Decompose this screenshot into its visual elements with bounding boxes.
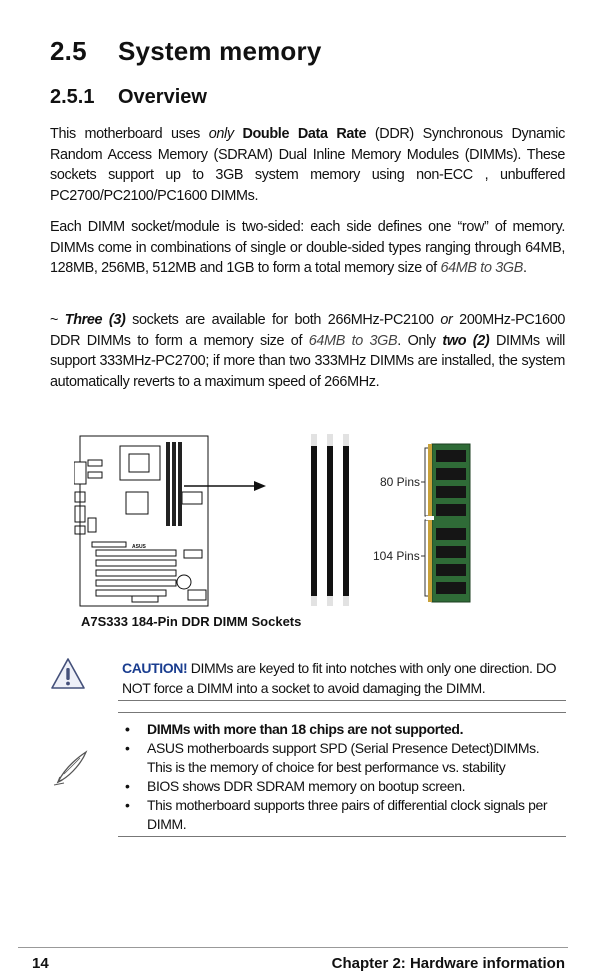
section-heading <box>50 36 321 67</box>
text-run-italic: or <box>440 312 453 328</box>
arrow-right-icon <box>184 481 266 491</box>
section-number: 2.5 <box>50 36 87 66</box>
caution-label: CAUTION! <box>122 660 188 676</box>
text-run: (DDR) Synchronous Dynamic Random Access Memory (SDRAM) Dual Inline Memory Modules (DIMMs). These sockets support up to 3GB system memory using non-ECC , unbuffered PC2700/PC2100/PC1600 DIMMs. <box>50 126 565 204</box>
subsection-title: Overview <box>118 86 207 108</box>
caution-text: DIMMs are keyed to fit into notches with only one direction. DO NOT force a DIMM into a socket to avoid damaging the DIMM. <box>122 660 557 696</box>
text-run-bold-italic: two (2) <box>442 332 490 349</box>
subsection-heading <box>50 86 207 109</box>
dimm-module-icon <box>426 444 470 602</box>
dimm-sockets-enlarged-icon <box>311 434 349 606</box>
text-run-italic: 64MB to 3GB <box>308 332 398 349</box>
text-run-italic: only <box>208 126 234 142</box>
text-run-bold-italic: Three (3) <box>64 312 126 328</box>
motherboard-outline-icon <box>74 436 208 606</box>
section-title: System memory <box>118 36 322 66</box>
paragraph-socket-speeds <box>50 310 565 392</box>
text-run: Each DIMM socket/module is two-sided: each side defines one “row” of memory. DIMMs come in combinations of single or double-sided types ranging through 64MB, 128MB, 256MB, 512MB and 1GB to form a total memory size of <box>50 219 565 276</box>
chapter-title: Chapter 2: Hardware information <box>331 955 565 972</box>
warning-icon <box>50 656 86 692</box>
text-run: . Only <box>397 332 443 349</box>
footer-divider <box>18 947 568 948</box>
text-run: sockets are available for both 266MHz-PC2100 <box>125 312 441 328</box>
divider <box>118 700 566 701</box>
subsection-number: 2.5.1 <box>50 86 95 108</box>
board-dimm-sockets-icon <box>166 442 182 526</box>
note-item: • DIMMs with more than 18 chips are not supported. <box>122 720 567 739</box>
text-run: 200MHz-PC1600 DDR DIMMs to form a memory size of <box>50 312 565 349</box>
divider <box>118 836 566 837</box>
text-run-bold: Double Data Rate <box>242 126 367 142</box>
board-logo: ASUS <box>132 544 146 550</box>
notes-list <box>122 720 567 834</box>
note-item: • This motherboard supports three pairs of differential clock signals per DIMM. <box>122 796 567 834</box>
text-run: DIMMs will support 333MHz-PC2700; if more than two 333MHz DIMMs are installed, the system automatically reverts to a maximum speed of 266MHz. <box>50 332 565 390</box>
text-run: . <box>523 260 527 276</box>
paragraph-intro <box>50 124 565 206</box>
pins-top-label: 80 Pins <box>380 475 421 489</box>
caution-note <box>122 658 567 698</box>
pins-bottom-label: 104 Pins <box>373 549 420 563</box>
note-item: • ASUS motherboards support SPD (Serial Presence Detect)DIMMs. This is the memory of choice for best performance vs. stability <box>122 739 567 777</box>
text-run: This motherboard uses <box>50 126 209 142</box>
dimm-socket-diagram <box>74 432 494 607</box>
text-run: ~ <box>50 312 65 328</box>
paragraph-socket-sides <box>50 217 565 279</box>
page-number: 14 <box>32 955 49 972</box>
text-run-italic: 64MB to 3GB <box>440 260 524 276</box>
pin-bracket-icon <box>421 448 429 596</box>
note-pen-icon <box>50 748 90 788</box>
divider <box>118 712 566 713</box>
note-item: • BIOS shows DDR SDRAM memory on bootup screen. <box>122 777 567 796</box>
diagram-caption: A7S333 184-Pin DDR DIMM Sockets <box>81 614 302 629</box>
